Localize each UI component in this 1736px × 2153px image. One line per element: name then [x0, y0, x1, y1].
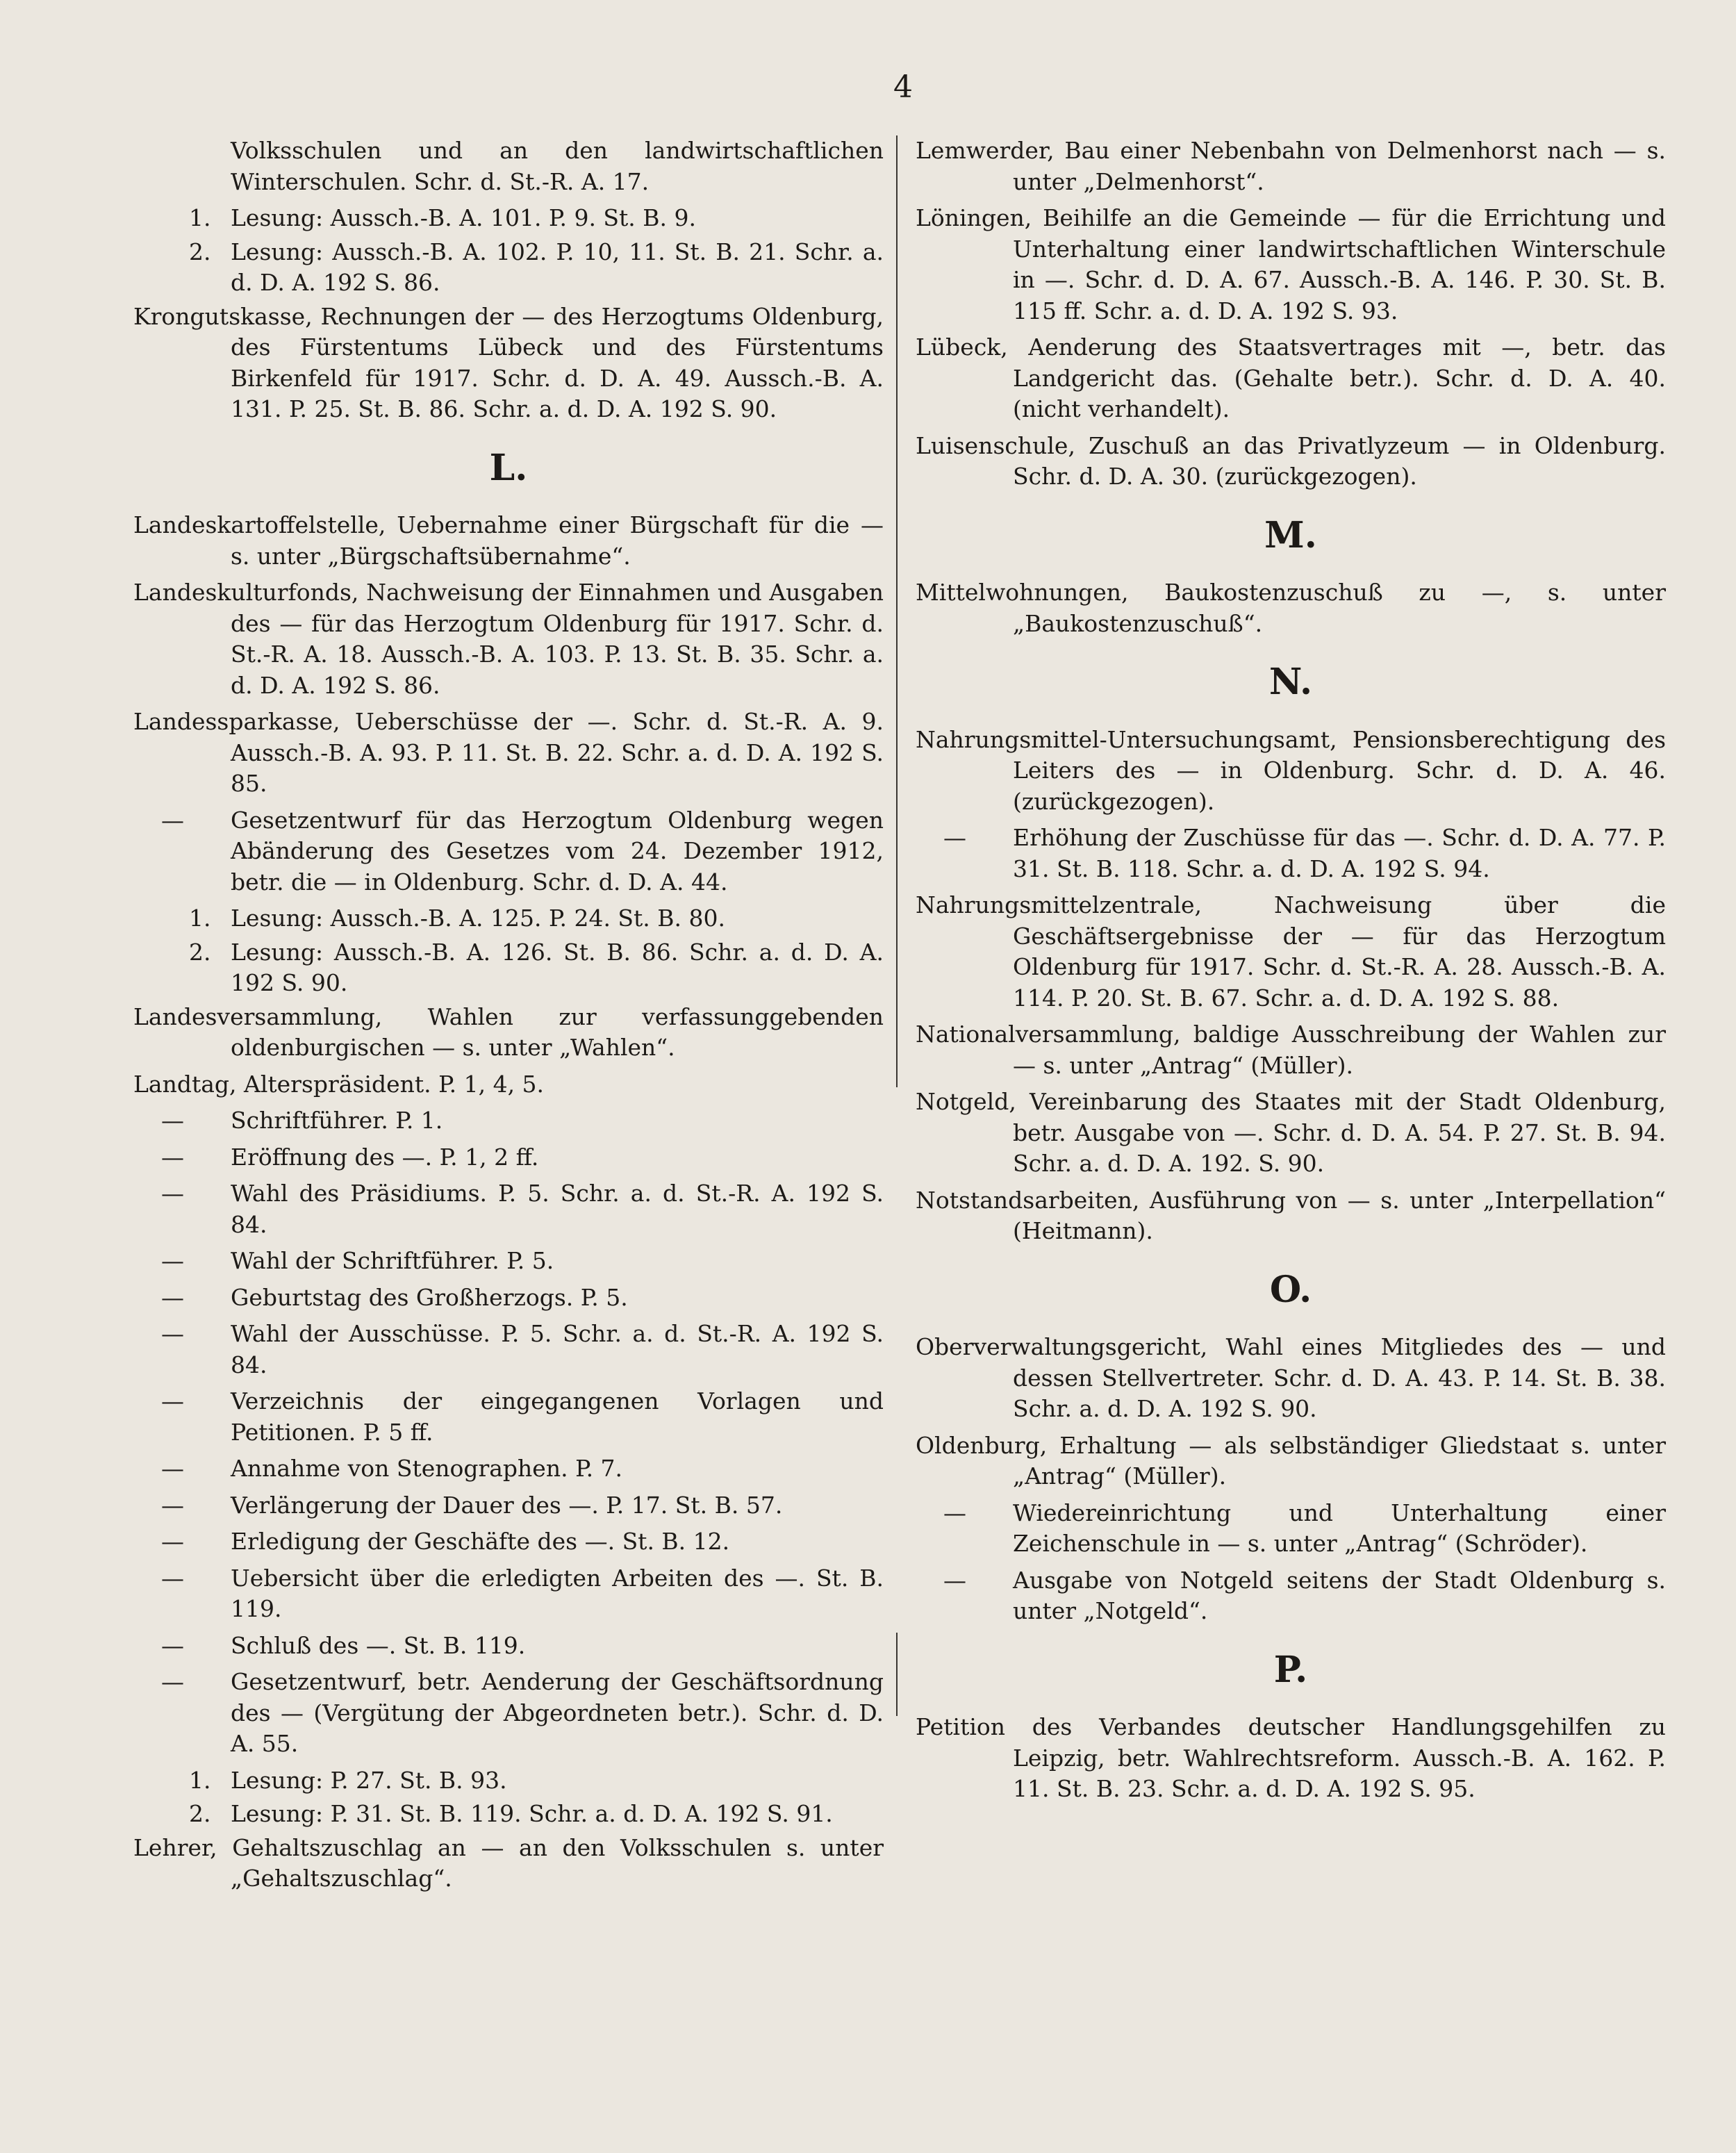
reading-line: 2. Lesung: P. 31. St. B. 119. Schr. a. d. D. A. 192 S. 91.	[189, 1800, 833, 1827]
sub-entry: — Gesetzentwurf, betr. Aenderung der Geschäftsordnung des — (Vergütung der Abgeordneten betr.). Schr. d. D. A. 55.	[161, 1668, 884, 1757]
left-column	[133, 135, 884, 1900]
section-letter-p: P.	[1273, 1648, 1308, 1691]
index-entry-landeskartoffelstelle: Landeskartoffelstelle, Uebernahme einer Bürgschaft für die — s. unter „Bürgschaftsübernahme“.	[133, 511, 884, 570]
index-entry-landesversammlung: Landesversammlung, Wahlen zur verfassunggebenden oldenburgischen — s. unter „Wahlen“.	[133, 1003, 884, 1061]
index-entry-landtag: Landtag, Alterspräsident. P. 1, 4, 5.	[133, 1070, 545, 1098]
index-entry-lemwerder: Lemwerder, Bau einer Nebenbahn von Delmenhorst nach — s. unter „Delmenhorst“.	[916, 137, 1666, 195]
sub-entry: — Verlängerung der Dauer des —. P. 17. St. B. 57.	[161, 1491, 783, 1519]
sub-entry: — Schriftführer. P. 1.	[161, 1107, 443, 1134]
sub-entry: — Verzeichnis der eingegangenen Vorlagen und Petitionen. P. 5 ff.	[161, 1387, 884, 1446]
section-letter-l: L.	[489, 446, 528, 489]
sub-entry: — Eröffnung des —. P. 1, 2 ff.	[161, 1143, 539, 1171]
index-entry-landessparkasse: Landessparkasse, Ueberschüsse der —. Schr. d. St.-R. A. 9. Aussch.-B. A. 93. P. 11. St. B. 22. Schr. a. d. D. A. 192 S. 85.	[133, 708, 884, 797]
index-entry-krongutskasse: Krongutskasse, Rechnungen der — des Herzogtums Oldenburg, des Fürstentums Lübeck und des Fürstentums Birkenfeld für 1917. Schr. d. D. A. 49. Aussch.-B. A. 131. P. 25. St. B. 86. Schr. a. d. D. A. 192 S. 90.	[133, 302, 884, 422]
index-entry-nahrungsmittelzentrale: Nahrungsmittelzentrale, Nachweisung über die Geschäftsergebnisse der — für das Herzogtum Oldenburg für 1917. Schr. d. St.-R. A. 28. Aussch.-B. A. 114. P. 20. St. B. 67. Schr. a. d. D. A. 192 S. 88.	[916, 891, 1666, 1012]
index-entry-mittelwohnungen: Mittelwohnungen, Baukostenzuschuß zu —, s. unter „Baukostenzuschuß“.	[916, 579, 1666, 637]
sub-entry: — Schluß des —. St. B. 119.	[161, 1631, 526, 1659]
reading-line: 2. Lesung: Aussch.-B. A. 102. P. 10, 11. St. B. 21. Schr. a. d. D. A. 192 S. 86.	[189, 238, 884, 296]
sub-entry: — Geburtstag des Großherzogs. P. 5.	[161, 1283, 628, 1311]
index-entry-luebeck: Lübeck, Aenderung des Staatsvertrages mit —, betr. das Landgericht das. (Gehalte betr.). Schr. d. D. A. 40. (nicht verhandelt).	[916, 333, 1666, 422]
index-entry-luisenschule: Luisenschule, Zuschuß an das Privatlyzeum — in Oldenburg. Schr. d. D. A. 30. (zurückgezogen).	[916, 431, 1666, 490]
continued-entry: Volksschulen und an den landwirtschaftlichen Winterschulen. Schr. d. St.-R. A. 17.	[231, 137, 884, 195]
reading-line: 2. Lesung: Aussch.-B. A. 126. St. B. 86. Schr. a. d. D. A. 192 S. 90.	[189, 938, 884, 996]
reading-line: 1. Lesung: Aussch.-B. A. 101. P. 9. St. B. 9.	[189, 204, 696, 231]
sub-entry: — Wahl der Ausschüsse. P. 5. Schr. a. d. St.-R. A. 192 S. 84.	[161, 1320, 884, 1378]
sub-entry: — Ausgabe von Notgeld seitens der Stadt Oldenburg s. unter „Notgeld“.	[943, 1566, 1666, 1624]
index-entry-landeskulturfonds: Landeskulturfonds, Nachweisung der Einnahmen und Ausgaben des — für das Herzogtum Oldenburg für 1917. Schr. d. St.-R. A. 18. Aussch.-B. A. 103. P. 13. St. B. 35. Schr. a. d. D. A. 192 S. 86.	[133, 579, 884, 699]
index-entry-oldenburg: Oldenburg, Erhaltung — als selbständiger Gliedstaat s. unter „Antrag“ (Müller).	[916, 1431, 1666, 1490]
index-entry-notstandsarbeiten: Notstandsarbeiten, Ausführung von — s. unter „Interpellation“ (Heitmann).	[916, 1186, 1666, 1244]
sub-entry: — Uebersicht über die erledigten Arbeiten des —. St. B. 119.	[161, 1564, 884, 1622]
sub-entry: — Wiedereinrichtung und Unterhaltung einer Zeichenschule in — s. unter „Antrag“ (Schröder).	[943, 1499, 1666, 1557]
index-entry-petition: Petition des Verbandes deutscher Handlungsgehilfen zu Leipzig, betr. Wahlrechtsreform. Aussch.-B. A. 162. P. 11. St. B. 23. Schr. a. d. D. A. 192 S. 95.	[916, 1713, 1666, 1802]
index-entry-nahrungsmittel-untersuchungsamt: Nahrungsmittel-Untersuchungsamt, Pensionsberechtigung des Leiters des — in Oldenburg. Schr. d. D. A. 46. (zurückgezogen).	[916, 725, 1666, 815]
index-entry-lehrer: Lehrer, Gehaltszuschlag an — an den Volksschulen s. unter „Gehaltszuschlag“.	[133, 1833, 884, 1892]
sub-entry: — Wahl des Präsidiums. P. 5. Schr. a. d. St.-R. A. 192 S. 84.	[161, 1180, 884, 1238]
reading-line: 1. Lesung: Aussch.-B. A. 125. P. 24. St. B. 80.	[189, 905, 725, 932]
index-entry-nationalversammlung: Nationalversammlung, baldige Ausschreibung der Wahlen zur — s. unter „Antrag“ (Müller).	[916, 1021, 1666, 1079]
section-letter-m: M.	[1264, 513, 1317, 556]
index-entry-loeningen: Löningen, Beihilfe an die Gemeinde — für die Errichtung und Unterhaltung einer landwirtschaftlichen Winterschule in —. Schr. d. D. A. 67. Aussch.-B. A. 146. P. 30. St. B. 115 ff. Schr. a. d. D. A. 192 S. 93.	[916, 204, 1666, 324]
section-letter-n: N.	[1268, 661, 1313, 703]
sub-entry: — Erhöhung der Zuschüsse für das —. Schr. d. D. A. 77. P. 31. St. B. 118. Schr. a. d. D. A. 192 S. 94.	[943, 824, 1666, 882]
column-divider	[896, 135, 898, 1087]
sub-entry: — Gesetzentwurf für das Herzogtum Oldenburg wegen Abänderung des Gesetzes vom 24. Dezember 1912, betr. die — in Oldenburg. Schr. d. D. A. 44.	[161, 806, 884, 896]
index-entry-oberverwaltungsgericht: Oberverwaltungsgericht, Wahl eines Mitgliedes des — und dessen Stellvertreter. Schr. d. D. A. 43. P. 14. St. B. 38. Schr. a. d. D. A. 192 S. 90.	[916, 1333, 1666, 1422]
sub-entry: — Erledigung der Geschäfte des —. St. B. 12.	[161, 1528, 730, 1555]
section-letter-o: O.	[1269, 1268, 1312, 1311]
right-column	[916, 135, 1666, 1810]
column-divider-lower	[896, 1633, 898, 1716]
reading-line: 1. Lesung: P. 27. St. B. 93.	[189, 1766, 507, 1794]
page-number: 4	[893, 69, 913, 105]
index-entry-notgeld: Notgeld, Vereinbarung des Staates mit der Stadt Oldenburg, betr. Ausgabe von —. Schr. d. D. A. 54. P. 27. St. B. 94. Schr. a. d. D. A. 192. S. 90.	[916, 1088, 1666, 1177]
sub-entry: — Wahl der Schriftführer. P. 5.	[161, 1247, 554, 1274]
sub-entry: — Annahme von Stenographen. P. 7.	[161, 1455, 623, 1482]
